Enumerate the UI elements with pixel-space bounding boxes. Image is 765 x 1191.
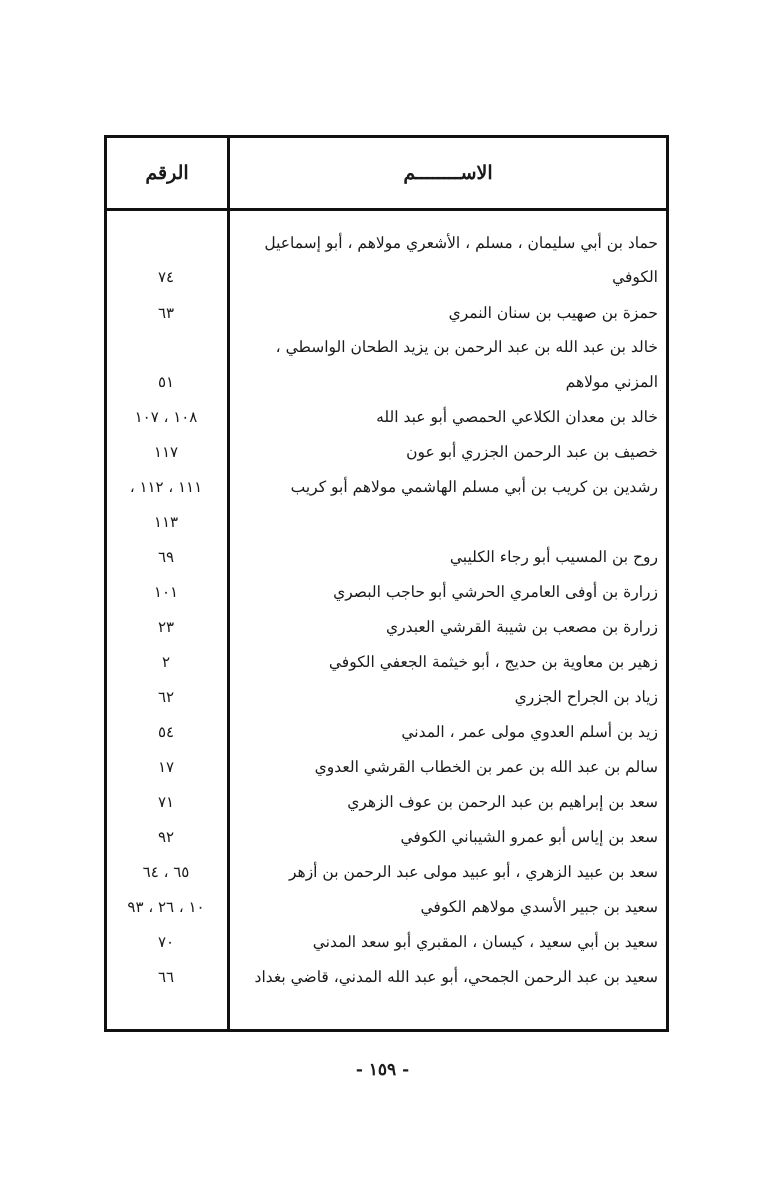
narrator-name: الكوفي: [612, 268, 658, 286]
narrator-name: رشدين بن كريب بن أبي مسلم الهاشمي مولاهم أبو كريب: [290, 478, 658, 496]
table-row: [107, 855, 666, 889]
narrator-name: زهير بن معاوية بن حديج ، أبو خيثمة الجعفي الكوفي: [328, 653, 658, 671]
table-row: [107, 890, 666, 924]
table-row: [107, 785, 666, 819]
narrator-name: روح بن المسيب أبو رجاء الكليبي: [449, 548, 658, 566]
narrator-name: سعد بن عبيد الزهري ، أبو عبيد مولى عبد الرحمن بن أزهر: [288, 863, 658, 881]
reference-number: ٩٢: [157, 828, 175, 846]
reference-number: ٢: [161, 653, 171, 671]
reference-number: ٥٤: [157, 723, 175, 741]
narrator-name: سالم بن عبد الله بن عمر بن الخطاب القرشي العدوي: [314, 758, 658, 776]
index-table: [104, 135, 669, 1032]
narrator-name: خصيف بن عبد الرحمن الجزري أبو عون: [406, 443, 658, 461]
reference-number: ٧١: [157, 793, 175, 811]
table-row: [107, 435, 666, 469]
reference-number: ٥١: [157, 373, 175, 391]
narrator-name: المزني مولاهم: [565, 373, 658, 391]
narrator-name: حماد بن أبي سليمان ، مسلم ، الأشعري مولاهم ، أبو إسماعيل: [264, 234, 658, 252]
narrator-name: زرارة بن أوفى العامري الحرشي أبو حاجب البصري: [333, 583, 658, 601]
reference-number: ٧٤: [157, 268, 175, 286]
reference-number: ٦٩: [157, 548, 175, 566]
table-row: [107, 680, 666, 714]
table-row: [107, 330, 666, 364]
reference-number: [109, 330, 223, 364]
narrator-name: سعد بن إياس أبو عمرو الشيباني الكوفي: [400, 828, 658, 846]
reference-number: ٦٣: [157, 304, 175, 322]
reference-number: ١١٧: [153, 443, 179, 461]
table-row: [107, 365, 666, 399]
reference-number: ١٠١: [153, 583, 179, 601]
narrator-name: خالد بن عبد الله بن عبد الرحمن بن يزيد الطحان الواسطي ،: [275, 338, 658, 356]
reference-number: ٦٦: [157, 968, 175, 986]
reference-number: ٦٢: [157, 688, 175, 706]
reference-number: ١١٣: [153, 513, 179, 531]
reference-number: ٦٥ ، ٦٤: [142, 863, 190, 881]
reference-number: ١١١ ، ١١٢ ،: [129, 478, 203, 496]
table-row: [107, 505, 666, 539]
number-column-header: الرقم: [145, 162, 189, 184]
table-row: [107, 260, 666, 294]
table-row: [107, 575, 666, 609]
narrator-name: زيد بن أسلم العدوي مولى عمر ، المدني: [401, 723, 658, 741]
table-row: [107, 960, 666, 994]
narrator-name: خالد بن معدان الكلاعي الحمصي أبو عبد الله: [376, 408, 658, 426]
table-row: [107, 470, 666, 504]
narrator-name: سعيد بن أبي سعيد ، كيسان ، المقبري أبو سعد المدني: [312, 933, 658, 951]
narrator-name: سعد بن إبراهيم بن عبد الرحمن بن عوف الزهري: [347, 793, 658, 811]
name-column-header: الاســــــــم: [403, 162, 493, 184]
narrator-name: سعيد بن عبد الرحمن الجمحي، أبو عبد الله المدني، قاضي بغداد: [254, 968, 658, 986]
reference-number: ٢٣: [157, 618, 175, 636]
reference-number: ١٧: [157, 758, 175, 776]
table-row: [107, 540, 666, 574]
reference-number: ٧٠: [157, 933, 175, 951]
reference-number: ١٠ ، ٢٦ ، ٩٣: [127, 898, 205, 916]
narrator-name: زرارة بن مصعب بن شيبة القرشي العبدري: [385, 618, 658, 636]
table-row: [107, 820, 666, 854]
narrator-name: زياد بن الجراح الجزري: [514, 688, 658, 706]
table-row: [107, 715, 666, 749]
table-row: [107, 925, 666, 959]
narrator-name: حمزة بن صهيب بن سنان النمري: [448, 304, 658, 322]
table-row: [107, 400, 666, 434]
header-divider: [107, 208, 666, 211]
reference-number: [109, 226, 223, 260]
table-row: [107, 296, 666, 330]
page-number: - ١٥٩ -: [355, 1060, 410, 1080]
narrator-name: [235, 505, 658, 539]
table-row: [107, 610, 666, 644]
table-row: [107, 226, 666, 260]
table-row: [107, 750, 666, 784]
reference-number: ١٠٨ ، ١٠٧: [134, 408, 198, 426]
narrator-name: سعيد بن جبير الأسدي مولاهم الكوفي: [420, 898, 658, 916]
table-row: [107, 645, 666, 679]
